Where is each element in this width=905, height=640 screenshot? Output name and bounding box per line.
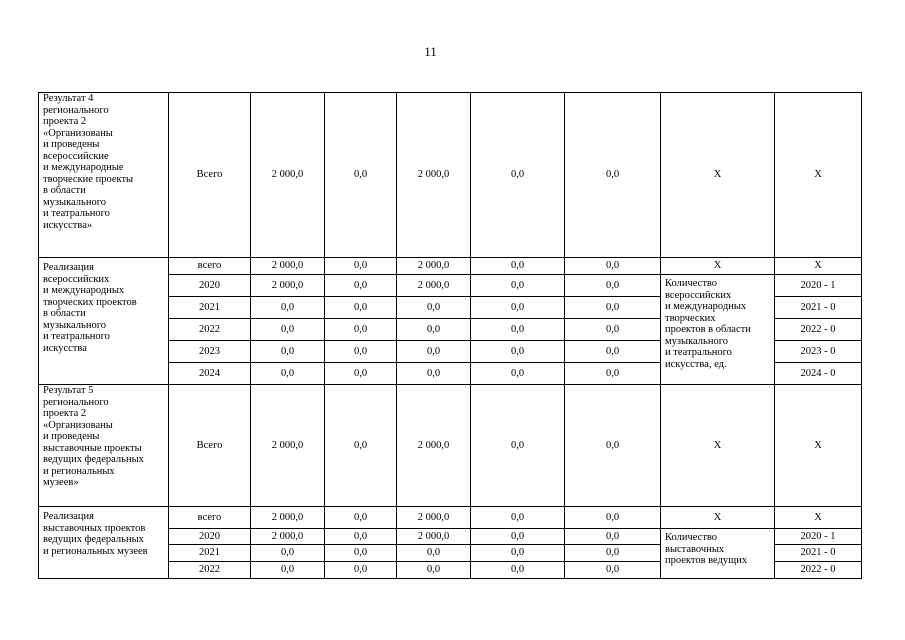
activity-name-line: и региональных музеев [43,545,148,557]
amount-cell: 0,0 [565,363,661,385]
indicator-cell: X [661,93,775,258]
result-name-line: в области [43,185,86,196]
amount-cell: 0,0 [325,341,397,363]
result-name-line: и проведены [43,139,100,150]
budget-table [38,92,862,579]
indicator-description-line: выставочных [665,543,725,555]
indicator-value-cell: X [775,385,862,507]
page-number: 11 [424,44,437,59]
result-name-line: «Организованы [43,419,113,431]
amount-cell: 0,0 [325,275,397,297]
year-cell: 2023 [169,341,251,363]
activity-name-line: музыкального [43,319,106,331]
amount-cell: 2 000,0 [251,258,325,275]
amount-cell: 0,0 [251,341,325,363]
amount-cell: 2 000,0 [397,275,471,297]
result-name-line: ведущих федеральных [43,454,144,465]
indicator-cell: X [661,507,775,529]
amount-cell: 0,0 [565,545,661,562]
amount-cell: 0,0 [565,341,661,363]
amount-cell: 0,0 [471,93,565,258]
amount-cell: 0,0 [251,297,325,319]
result-name-line: всероссийские [43,150,109,162]
indicator-value-cell: X [775,93,862,258]
amount-cell: 0,0 [471,258,565,275]
amount-cell: 0,0 [471,319,565,341]
year-cell: всего [169,507,251,529]
activity-name-line: всероссийских [43,273,110,285]
indicator-description-line: музыкального [665,335,728,347]
result-name-line: и региональных [43,465,115,477]
amount-cell: 0,0 [471,529,565,545]
amount-cell: 2 000,0 [251,507,325,529]
amount-cell: 0,0 [565,297,661,319]
year-cell: 2022 [169,319,251,341]
year-cell: 2024 [169,363,251,385]
indicator-description-line: проектов ведущих [665,555,748,566]
amount-cell: 0,0 [565,385,661,507]
amount-cell: 2 000,0 [397,258,471,275]
result-name [39,93,169,258]
activity-name-line: и театрального [43,331,110,342]
activity-name-line: и международных [43,285,125,296]
amount-cell: 0,0 [251,363,325,385]
year-cell: Всего [169,93,251,258]
indicator-value-cell: 2021 - 0 [775,545,862,562]
year-cell: 2021 [169,545,251,562]
indicator-value-cell: 2022 - 0 [775,562,862,579]
amount-cell: 0,0 [397,297,471,319]
amount-cell: 0,0 [397,562,471,579]
indicator-description-line: проектов в области [665,324,751,335]
result-name-line: Результат 4 [43,93,94,104]
indicator-description-line: и международных [665,301,747,312]
indicator-value-cell: 2020 - 1 [775,275,862,297]
amount-cell: 0,0 [565,562,661,579]
indicator-description [661,275,775,385]
activity-name-line: Реализация [43,262,94,273]
activity-name-line: Реализация [43,511,94,522]
year-cell: 2021 [169,297,251,319]
amount-cell: 0,0 [325,507,397,529]
amount-cell: 0,0 [397,545,471,562]
amount-cell: 2 000,0 [397,507,471,529]
amount-cell: 0,0 [251,562,325,579]
result-name-line: проекта 2 [43,408,87,419]
amount-cell: 0,0 [251,545,325,562]
amount-cell: 0,0 [325,93,397,258]
amount-cell: 0,0 [325,529,397,545]
result-name-line: выставочные проекты [43,442,142,454]
result-name-line: проекта 2 [43,116,87,127]
amount-cell: 0,0 [325,545,397,562]
amount-cell: 0,0 [325,363,397,385]
year-cell: всего [169,258,251,275]
amount-cell: 0,0 [565,529,661,545]
indicator-value-cell: X [775,507,862,529]
activity-total-row [39,258,862,275]
amount-cell: 0,0 [471,385,565,507]
activity-name-line: выставочных проектов [43,522,146,534]
result-row [39,385,862,507]
amount-cell: 0,0 [397,341,471,363]
amount-cell: 2 000,0 [251,529,325,545]
activity-name [39,507,169,579]
activity-total-row [39,507,862,529]
activity-name-line: ведущих федеральных [43,534,144,545]
indicator-value-cell: 2021 - 0 [775,297,862,319]
amount-cell: 2 000,0 [397,385,471,507]
result-name-line: регионального [43,104,109,116]
result-name-line: творческие проекты [43,173,134,185]
year-cell: Всего [169,385,251,507]
activity-name-line: в области [43,308,86,319]
amount-cell: 2 000,0 [251,93,325,258]
result-name-line: и международные [43,162,124,173]
indicator-value-cell: X [775,258,862,275]
indicator-description-line: Количество [665,278,718,289]
amount-cell: 0,0 [471,297,565,319]
amount-cell: 2 000,0 [251,385,325,507]
amount-cell: 0,0 [471,545,565,562]
amount-cell: 0,0 [471,341,565,363]
amount-cell: 0,0 [325,319,397,341]
amount-cell: 2 000,0 [251,275,325,297]
result-name-line: Результат 5 [43,385,94,396]
amount-cell: 0,0 [471,363,565,385]
result-name-line: музыкального [43,196,106,208]
amount-cell: 0,0 [397,319,471,341]
result-row [39,93,862,258]
amount-cell: 0,0 [397,363,471,385]
indicator-description-line: Количество [665,532,718,543]
amount-cell: 0,0 [471,507,565,529]
amount-cell: 2 000,0 [397,93,471,258]
result-name-line: музеев» [43,477,79,488]
indicator-value-cell: 2024 - 0 [775,363,862,385]
result-name-line: искусства» [43,219,93,231]
amount-cell: 0,0 [325,562,397,579]
indicator-description-line: творческих [665,312,716,324]
amount-cell: 0,0 [565,319,661,341]
amount-cell: 0,0 [565,275,661,297]
amount-cell: 0,0 [325,385,397,507]
indicator-value-cell: 2023 - 0 [775,341,862,363]
indicator-cell: X [661,385,775,507]
result-name-line: и проведены [43,431,100,442]
result-name-line: «Организованы [43,127,113,139]
activity-name [39,258,169,385]
amount-cell: 0,0 [251,319,325,341]
amount-cell: 0,0 [565,507,661,529]
amount-cell: 0,0 [325,297,397,319]
result-name [39,385,169,507]
result-name-line: регионального [43,396,109,408]
amount-cell: 0,0 [565,93,661,258]
indicator-description-line: и театрального [665,347,732,358]
amount-cell: 0,0 [325,258,397,275]
indicator-value-cell: 2020 - 1 [775,529,862,545]
amount-cell: 0,0 [471,562,565,579]
amount-cell: 0,0 [565,258,661,275]
activity-name-line: искусства [43,342,87,354]
year-cell: 2020 [169,529,251,545]
result-name-line: и театрального [43,208,110,219]
indicator-cell: X [661,258,775,275]
indicator-value-cell: 2022 - 0 [775,319,862,341]
amount-cell: 0,0 [471,275,565,297]
activity-name-line: творческих проектов [43,296,137,308]
year-cell: 2022 [169,562,251,579]
year-cell: 2020 [169,275,251,297]
amount-cell: 2 000,0 [397,529,471,545]
indicator-description-line: всероссийских [665,289,732,301]
indicator-description [661,529,775,579]
indicator-description-line: искусства, ед. [665,358,727,370]
